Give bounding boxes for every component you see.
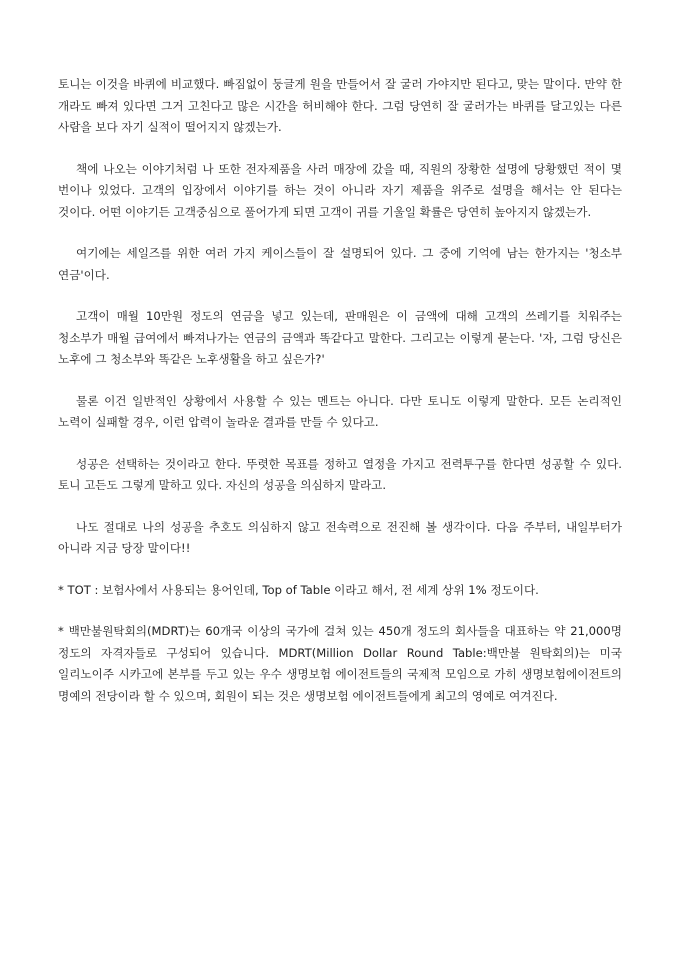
- paragraph-customer-focus: 책에 나오는 이야기처럼 나 또한 전자제품을 사러 매장에 갔을 때, 직원의 장황한 설명에 당황했던 적이 몇 번이나 있었다. 고객의 입장에서 이야기를 하는 것이 아니라 자기 제품을 위주로 설명을 해서는 안 된다는 것이다. 어떤 이야기든 고객중심으로 풀어가게 되면 고객이 귀를 기울일 확률은 당연히 높아지지 않겠는가.: [58, 161, 622, 219]
- paragraph-resolution: 나도 절대로 나의 성공을 추호도 의심하지 않고 전속력으로 전진해 볼 생각이다. 다음 주부터, 내일부터가 아니라 지금 당장 말이다!!: [58, 519, 622, 555]
- paragraph-wheel-analogy: 토니는 이것을 바퀴에 비교했다. 빠짐없이 둥글게 원을 만들어서 잘 굴러 가야지만 된다고, 맞는 말이다. 만약 한 개라도 빠져 있다면 그거 고친다고 많은 시간을 허비해야 한다. 그럼 당연히 잘 굴러가는 바퀴를 달고있는 다른 사람을 보다 자기 실적이 떨어지지 않겠는가.: [58, 77, 622, 134]
- paragraph-success-choice: 성공은 선택하는 것이라고 한다. 뚜렷한 목표를 정하고 열정을 가지고 전력투구를 한다면 성공할 수 있다. 토니 고든도 그렇게 말하고 있다. 자신의 성공을 의심하지 말라고.: [58, 456, 622, 492]
- footnote-mdrt: * 백만불원탁회의(MDRT)는 60개국 이상의 국가에 걸쳐 있는 450개 정도의 회사들을 대표하는 약 21,000명 정도의 자격자들로 구성되어 있습니다. MDRT(Million Dollar Round Table:백만불 원탁회의)는 미국 일리노이주 시카고에 본부를 두고 있는 우수 생명보험 에이전트들의 국제적 모임으로 가히 생명보험에이전트의 명예의 전당이라 할 수 있으며, 회원이 되는 것은 생명보험 에이전트들에게 최고의 영예로 여겨진다.: [58, 624, 622, 703]
- paragraph-sales-cases: 여기에는 세일즈를 위한 여러 가지 케이스들이 잘 설명되어 있다. 그 중에 기억에 남는 한가지는 '청소부 연금'이다.: [58, 246, 622, 282]
- paragraph-cleaner-pension: 고객이 매월 10만원 정도의 연금을 넣고 있는데, 판매원은 이 금액에 대해 고객의 쓰레기를 치워주는 청소부가 매월 급여에서 빠져나가는 연금의 금액과 똑같다고 말한다. 그리고는 이렇게 묻는다. '자, 그럼 당신은 노후에 그 청소부와 똑같은 노후생활을 하고 싶은가?': [58, 309, 622, 366]
- paragraph-pressure-note: 물론 이건 일반적인 상황에서 사용할 수 있는 멘트는 아니다. 다만 토니도 이렇게 말한다. 모든 논리적인 노력이 실패할 경우, 이런 압력이 놀라운 결과를 만들 수 있다고.: [58, 393, 622, 429]
- document-body: [58, 74, 622, 727]
- footnote-tot: * TOT : 보험사에서 사용되는 용어인데, Top of Table 이라고 해서, 전 세계 상위 1% 정도이다.: [58, 582, 539, 597]
